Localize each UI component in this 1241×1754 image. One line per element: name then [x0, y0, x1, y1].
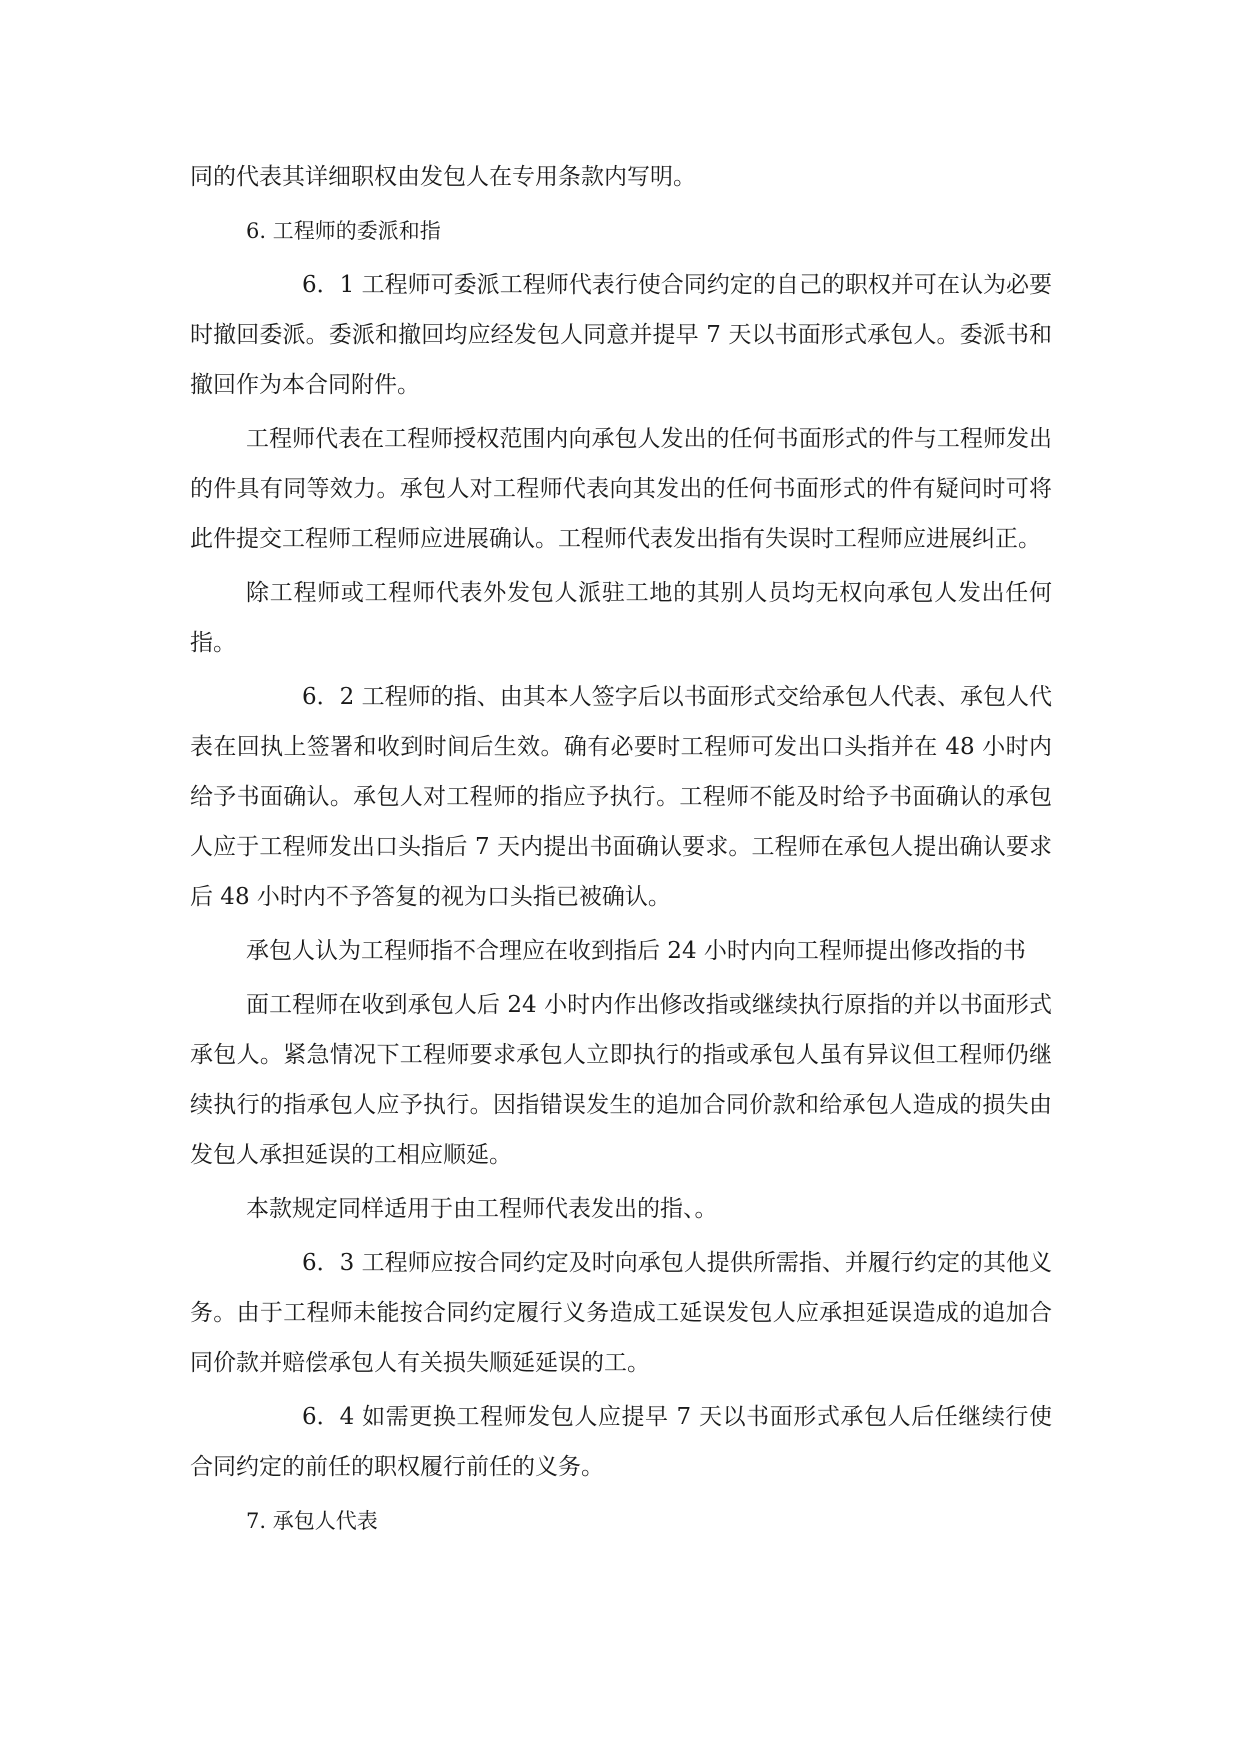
paragraph	[190, 1184, 1052, 1234]
paragraph-continued	[190, 152, 1052, 202]
paragraph-text: 面工程师在收到承包人后 24 小时内作出修改指或继续执行原指的并以书面形式承包人。紧急情况下工程师要求承包人立即执行的指或承包人虽有异议但工程师仍继续执行的指承包人应予执行。因指错误发生的追加合同价款和给承包人造成的损失由发包人承担延误的工相应顺延。	[190, 992, 1052, 1168]
clause-number: 6．1	[302, 272, 355, 298]
section-heading-6	[190, 206, 1052, 256]
paragraph-text: 工程师的指、由其本人签字后以书面形式交给承包人代表、承包人代表在回执上签署和收到时间后生效。确有必要时工程师可发出口头指并在 48 小时内给予书面确认。承包人对工程师的指应予执行。工程师不能及时给予书面确认的承包人应于工程师发出口头指后 7 天内提出书面确认要求。工程师在承包人提出确认要求后 48 小时内不予答复的视为口头指已被确认。	[190, 684, 1053, 910]
paragraph	[190, 926, 1052, 976]
heading-text: 7. 承包人代表	[246, 1509, 378, 1533]
clause-number: 6．4	[302, 1404, 355, 1430]
clause-6-1	[190, 260, 1052, 410]
paragraph-text: 工程师应按合同约定及时向承包人提供所需指、并履行约定的其他义务。由于工程师未能按合同约定履行义务造成工延误发包人应承担延误造成的追加合同价款并赔偿承包人有关损失顺延延误的工。	[190, 1250, 1053, 1376]
clause-6-2	[190, 672, 1052, 922]
paragraph-text: 如需更换工程师发包人应提早 7 天以书面形式承包人后任继续行使合同约定的前任的职权履行前任的义务。	[190, 1404, 1052, 1480]
paragraph-text: 承包人认为工程师指不合理应在收到指后 24 小时内向工程师提出修改指的书	[246, 938, 1026, 964]
clause-number: 6．2	[302, 684, 355, 710]
paragraph	[190, 980, 1052, 1180]
heading-text: 6. 工程师的委派和指	[246, 219, 441, 243]
paragraph-text: 工程师代表在工程师授权范围内向承包人发出的任何书面形式的件与工程师发出的件具有同等效力。承包人对工程师代表向其发出的任何书面形式的件有疑问时可将此件提交工程师工程师应进展确认。工程师代表发出指有失误时工程师应进展纠正。	[190, 426, 1052, 552]
paragraph-text: 工程师可委派工程师代表行使合同约定的自己的职权并可在认为必要时撤回委派。委派和撤回均应经发包人同意并提早 7 天以书面形式承包人。委派书和撤回作为本合同附件。	[190, 272, 1053, 398]
clause-6-3	[190, 1238, 1052, 1388]
document-body	[190, 152, 1052, 1546]
paragraph-text: 除工程师或工程师代表外发包人派驻工地的其别人员均无权向承包人发出任何指。	[190, 580, 1052, 656]
paragraph-text: 同的代表其详细职权由发包人在专用条款内写明。	[190, 164, 696, 190]
clause-6-4	[190, 1392, 1052, 1492]
paragraph	[190, 568, 1052, 668]
clause-number: 6．3	[302, 1250, 355, 1276]
paragraph-text: 本款规定同样适用于由工程师代表发出的指、。	[246, 1196, 718, 1222]
paragraph	[190, 414, 1052, 564]
section-heading-7	[190, 1496, 1052, 1546]
